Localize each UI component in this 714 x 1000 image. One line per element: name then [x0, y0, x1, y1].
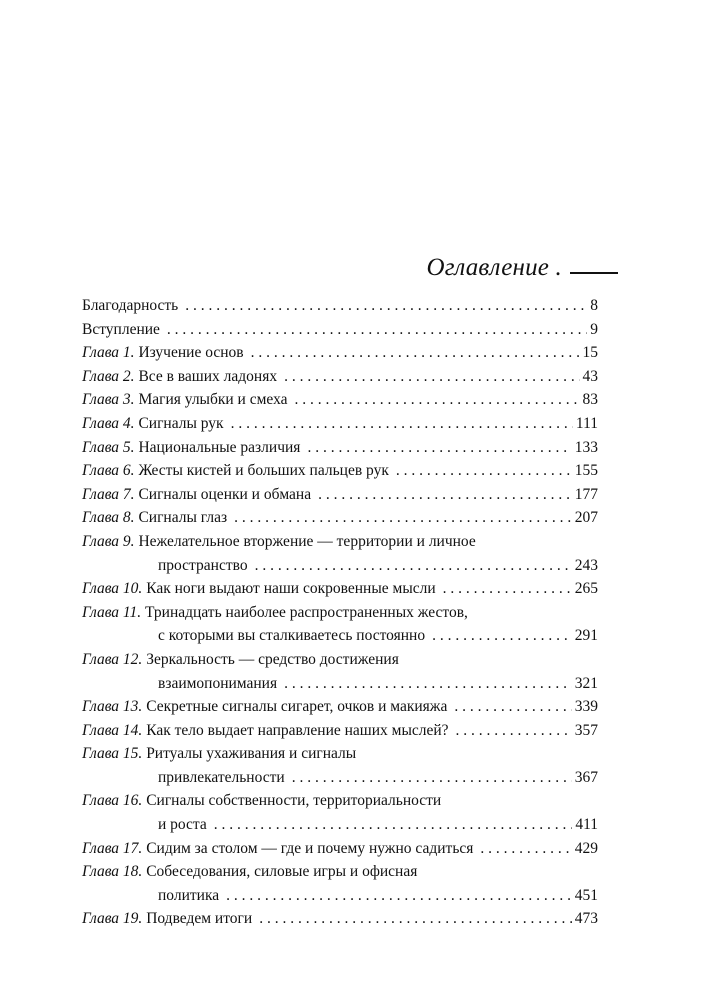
- dot-leader: [231, 412, 573, 436]
- chapter-number: Глава 19.: [82, 910, 143, 928]
- dot-leader: [480, 837, 571, 861]
- toc-entry: [82, 318, 598, 342]
- dot-leader: [443, 577, 572, 601]
- toc-entry-text: [82, 719, 598, 743]
- toc-entry-text: [82, 388, 598, 412]
- toc-entry: [82, 719, 598, 743]
- dot-leader: [255, 554, 572, 578]
- page-number: 207: [574, 509, 598, 527]
- chapter-title: Сигналы глаз: [138, 509, 228, 527]
- toc-entry-text: [82, 860, 598, 907]
- toc-entry-text: [82, 601, 598, 648]
- toc-entry: [82, 341, 598, 365]
- dot-leader: [214, 813, 573, 837]
- toc-line: [82, 860, 598, 884]
- chapter-title: Вступление: [82, 320, 160, 338]
- page-number: 243: [574, 556, 598, 574]
- chapter-title: Все в ваших ладонях: [138, 367, 278, 385]
- chapter-number: Глава 6.: [82, 462, 135, 480]
- page-number: 357: [574, 721, 598, 739]
- toc-entry: [82, 907, 598, 931]
- chapter-number: Глава 4.: [82, 414, 135, 432]
- toc-entry: [82, 577, 598, 601]
- toc-line: [82, 554, 598, 578]
- chapter-title: Тринадцать наиболее распространенных жестов,: [145, 603, 468, 621]
- chapter-number: Глава 14.: [82, 721, 143, 739]
- toc-entry-text: [82, 742, 598, 789]
- chapter-title: привлекательности: [158, 768, 285, 786]
- page-number: 8: [590, 297, 598, 314]
- dot-leader: [396, 459, 572, 483]
- toc-line: [82, 884, 598, 908]
- chapter-title: Собеседования, силовые игры и офисная: [146, 863, 418, 881]
- toc-entry-text: [82, 695, 598, 719]
- dot-leader: [292, 766, 572, 790]
- chapter-title: взаимопонимания: [158, 674, 278, 692]
- toc-line: [82, 672, 598, 696]
- toc-entry: [82, 530, 598, 577]
- chapter-title: Как ноги выдают наши сокровенные мысли: [146, 580, 436, 598]
- toc-entry-text: [82, 436, 598, 460]
- toc-entry: [82, 860, 598, 907]
- chapter-title: Жесты кистей и больших пальцев рук: [138, 462, 389, 480]
- toc-line: [82, 318, 598, 342]
- toc-entry: [82, 459, 598, 483]
- toc-entry: [82, 365, 598, 389]
- chapter-title: Подведем итоги: [146, 910, 253, 928]
- dot-leader: [284, 672, 572, 696]
- heading-rule: [570, 272, 618, 274]
- page-number: 133: [574, 438, 598, 456]
- toc-line: [82, 719, 598, 743]
- dot-leader: [454, 695, 571, 719]
- chapter-number: Глава 11.: [82, 603, 142, 621]
- chapter-number: Глава 15.: [82, 745, 143, 763]
- toc-line: [82, 341, 598, 365]
- page-number: 43: [582, 367, 598, 385]
- toc-entry: [82, 388, 598, 412]
- toc-line: [82, 695, 598, 719]
- toc-entry: [82, 483, 598, 507]
- chapter-title: Как тело выдает направление наших мыслей?: [146, 721, 449, 739]
- toc-line: [82, 577, 598, 601]
- dot-leader: [259, 907, 572, 931]
- dot-leader: [251, 341, 580, 365]
- toc-line: [82, 388, 598, 412]
- toc-entry: [82, 742, 598, 789]
- chapter-title: Нежелательное вторжение — территории и личное: [138, 532, 476, 550]
- chapter-number: Глава 9.: [82, 532, 135, 550]
- toc-line: [82, 530, 598, 554]
- chapter-number: Глава 16.: [82, 792, 143, 810]
- toc-entry-text: [82, 483, 598, 507]
- toc-entry-text: [82, 789, 598, 836]
- dot-leader: [432, 624, 572, 648]
- toc-entry-text: [82, 837, 598, 861]
- dot-leader: [284, 365, 579, 389]
- toc-heading-text: Оглавление .: [426, 254, 562, 281]
- dot-leader: [456, 719, 572, 743]
- page-number: 111: [575, 414, 598, 432]
- chapter-number: Глава 7.: [82, 485, 135, 503]
- toc-entry: [82, 601, 598, 648]
- page-number: 265: [574, 580, 598, 598]
- toc-entry: [82, 648, 598, 695]
- chapter-title: Секретные сигналы сигарет, очков и макияжа: [146, 698, 448, 716]
- toc-entry: [82, 412, 598, 436]
- toc-entry-text: [82, 907, 598, 931]
- toc-line: [82, 483, 598, 507]
- dot-leader: [226, 884, 572, 908]
- toc-line: [82, 742, 598, 766]
- chapter-title: с которыми вы сталкиваетесь постоянно: [158, 627, 426, 645]
- chapter-title: Изучение основ: [138, 344, 244, 362]
- toc-entry: [82, 695, 598, 719]
- toc-entry: [82, 294, 598, 318]
- chapter-title: пространство: [158, 556, 248, 574]
- toc-line: [82, 789, 598, 813]
- page-number: 411: [575, 816, 598, 834]
- page-number: 339: [574, 698, 598, 716]
- toc-entry-text: [82, 506, 598, 530]
- toc-entry: [82, 789, 598, 836]
- toc-line: [82, 601, 598, 625]
- toc-entry: [82, 436, 598, 460]
- toc-line: [82, 294, 598, 318]
- chapter-number: Глава 3.: [82, 391, 135, 409]
- toc-entry-text: [82, 459, 598, 483]
- chapter-title: Благодарность: [82, 297, 179, 314]
- toc-entry: [82, 506, 598, 530]
- page-number: 367: [574, 768, 598, 786]
- toc-entry-text: [82, 365, 598, 389]
- toc-line: [82, 648, 598, 672]
- dot-leader: [167, 318, 587, 342]
- page-number: 155: [574, 462, 598, 480]
- page-number: 291: [574, 627, 598, 645]
- page-number: 473: [574, 910, 598, 928]
- chapter-number: Глава 8.: [82, 509, 135, 527]
- toc-line: [82, 766, 598, 790]
- chapter-number: Глава 18.: [82, 863, 143, 881]
- page-number: 177: [574, 485, 598, 503]
- page-number: 451: [574, 886, 598, 904]
- toc-entry-text: [82, 648, 598, 695]
- toc-line: [82, 365, 598, 389]
- toc-line: [82, 624, 598, 648]
- toc-line: [82, 837, 598, 861]
- toc-entry-text: [82, 294, 598, 318]
- dot-leader: [295, 388, 580, 412]
- chapter-title: Зеркальность — средство достижения: [146, 650, 399, 668]
- toc-line: [82, 436, 598, 460]
- page-number: 15: [582, 344, 598, 362]
- chapter-title: Магия улыбки и смеха: [138, 391, 288, 409]
- table-of-contents: [82, 294, 598, 931]
- toc-line: [82, 813, 598, 837]
- page-number: 83: [582, 391, 598, 409]
- chapter-number: Глава 10.: [82, 580, 143, 598]
- toc-line: [82, 459, 598, 483]
- chapter-title: Ритуалы ухаживания и сигналы: [146, 745, 357, 763]
- toc-entry: [82, 837, 598, 861]
- chapter-number: Глава 12.: [82, 650, 143, 668]
- chapter-title: Сидим за столом — где и почему нужно садиться: [146, 839, 474, 857]
- toc-line: [82, 907, 598, 931]
- page-number: 321: [574, 674, 598, 692]
- dot-leader: [307, 436, 571, 460]
- chapter-number: Глава 5.: [82, 438, 135, 456]
- toc-line: [82, 506, 598, 530]
- toc-entry-text: [82, 341, 598, 365]
- toc-entry-text: [82, 530, 598, 577]
- page-title: [426, 254, 618, 282]
- toc-line: [82, 412, 598, 436]
- toc-entry-text: [82, 318, 598, 342]
- toc-entry-text: [82, 577, 598, 601]
- toc-entry-text: [82, 412, 598, 436]
- page-number: 429: [574, 839, 598, 857]
- chapter-title: Сигналы рук: [138, 414, 224, 432]
- chapter-number: Глава 17.: [82, 839, 143, 857]
- dot-leader: [185, 294, 587, 318]
- chapter-number: Глава 1.: [82, 344, 135, 362]
- chapter-title: политика: [158, 886, 220, 904]
- chapter-number: Глава 13.: [82, 698, 143, 716]
- chapter-title: Сигналы оценки и обмана: [138, 485, 312, 503]
- chapter-title: Сигналы собственности, территориальности: [146, 792, 442, 810]
- chapter-title: и роста: [158, 816, 207, 834]
- page-number: 9: [590, 320, 598, 338]
- dot-leader: [234, 506, 572, 530]
- chapter-title: Национальные различия: [138, 438, 301, 456]
- dot-leader: [318, 483, 572, 507]
- chapter-number: Глава 2.: [82, 367, 135, 385]
